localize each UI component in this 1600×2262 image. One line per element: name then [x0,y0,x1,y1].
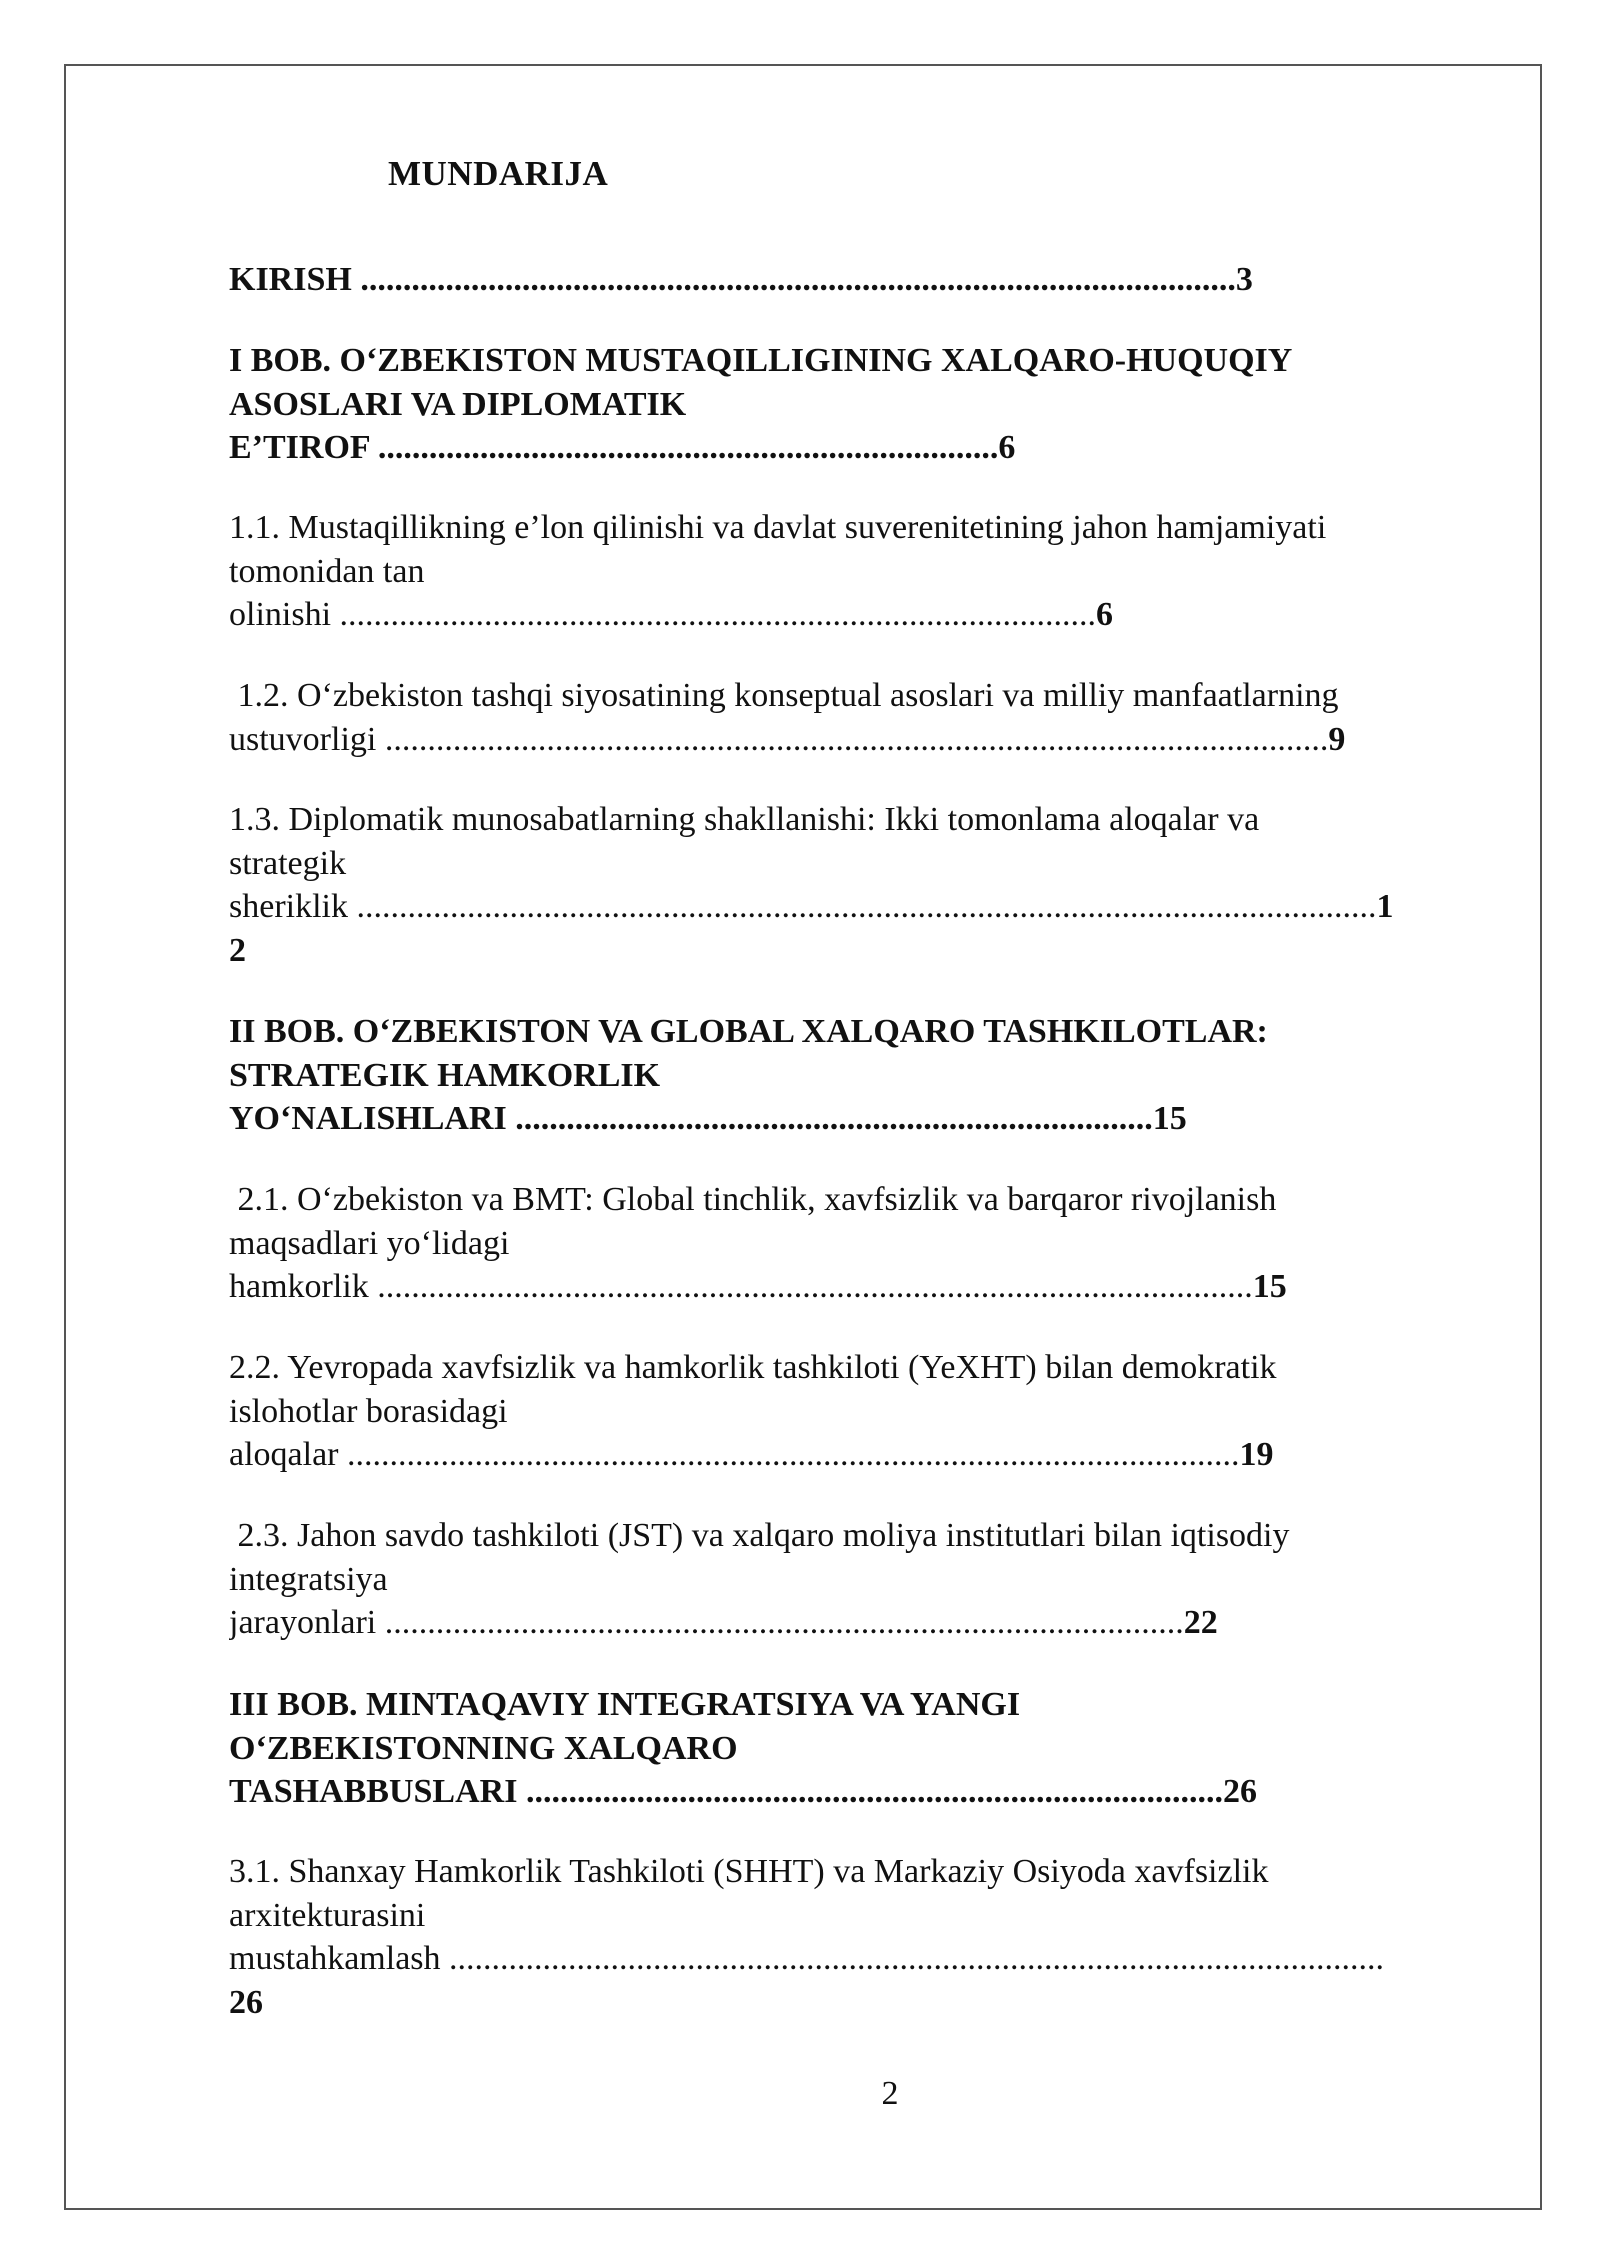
toc-entry-text: hamkorlik [229,1268,369,1305]
toc-entry-text: maqsadlari yo‘lidagi [229,1224,510,1262]
toc-entry-kirish[interactable] [229,258,1494,302]
toc-entry-text: ustuvorligi [229,720,377,758]
toc-page-number: 26 [1222,1773,1257,1810]
toc-page-number: 19 [1239,1436,1274,1473]
toc-leader-dots: ....................................................................................................... [368,1268,1253,1305]
toc-page-number: 1 [1376,888,1394,925]
toc-entry-section-1-2[interactable] [229,674,1494,761]
toc-leader-dots: ............................................................................................................... [376,720,1329,758]
toc-leader-dots: ........................................................................................................................ [347,888,1377,925]
toc-entry-text: olinishi [229,596,332,633]
toc-leader-dots: ....................................................................................................... [351,261,1236,298]
toc-entry-section-1-1[interactable] [229,506,1494,637]
toc-entry-text: jarayonlari [229,1604,377,1641]
toc-leader-dots: ........................................................................... [506,1100,1153,1137]
page-number: 2 [881,2075,899,2112]
toc-page-number: 15 [1252,1268,1287,1305]
toc-entry-chapter-3[interactable] [229,1683,1494,1814]
toc-entry-text: II BOB. O‘ZBEKISTON VA GLOBAL XALQARO TASHKILOTLAR: [229,1013,1268,1050]
toc-page-number-continued: 2 [229,931,246,969]
toc-leader-dots: .............................................................................................. [376,1604,1184,1641]
toc-entry-text: 3.1. Shanxay Hamkorlik Tashkiloti (SHHT) va Markaziy Osiyoda xavfsizlik [229,1853,1269,1890]
toc-entry-text: E’TIROF [229,429,370,466]
page-title: MUNDARIJA [388,154,609,193]
toc-entry-chapter-1[interactable] [229,339,1494,470]
toc-entry-section-3-1[interactable] [229,1850,1494,2024]
toc-entry-text: 2.1. O‘zbekiston va BMT: Global tinchlik, xavfsizlik va barqaror rivojlanish [229,1181,1277,1218]
toc-entry-text: sheriklik [229,888,348,925]
toc-entry-text: tomonidan tan [229,552,425,590]
toc-entry-text: 1.2. O‘zbekiston tashqi siyosatining konseptual asoslari va milliy manfaatlarning [229,677,1339,714]
toc-entry-text: 1.1. Mustaqillikning e’lon qilinishi va davlat suverenitetining jahon hamjamiyati [229,509,1327,546]
toc-entry-text: 2.3. Jahon savdo tashkiloti (JST) va xalqaro moliya institutlari bilan iqtisodiy [229,1517,1290,1554]
toc-entry-text: I BOB. O‘ZBEKISTON MUSTAQILLIGINING XALQARO-HUQUQIY [229,342,1293,379]
toc-entry-text: islohotlar borasidagi [229,1392,508,1430]
toc-entry-section-1-3[interactable] [229,798,1494,972]
toc-entry-chapter-2[interactable] [229,1010,1494,1141]
toc-entry-text: ASOSLARI VA DIPLOMATIK [229,385,687,423]
toc-page-number: 6 [998,429,1016,466]
toc-entry-section-2-3[interactable] [229,1514,1494,1645]
toc-leader-dots: ......................................................................... [369,429,999,466]
toc-entry-text: aloqalar [229,1436,339,1473]
toc-entry-text: III BOB. MINTAQAVIY INTEGRATSIYA VA YANGI [229,1686,1021,1723]
toc-page-number: 15 [1152,1100,1187,1137]
toc-page-number-continued: 26 [229,1983,263,2021]
toc-page-number: 3 [1235,261,1253,298]
toc-entry-text: strategik [229,844,347,882]
toc-entry-text: mustahkamlash [229,1940,441,1977]
toc-entry-section-2-2[interactable] [229,1346,1494,1477]
toc-leader-dots: .................................................................................. [517,1773,1223,1810]
toc-entry-text: arxitekturasini [229,1896,426,1934]
toc-entry-text: KIRISH [229,261,352,298]
toc-page-number: 22 [1183,1604,1218,1641]
toc-entry-text: O‘ZBEKISTONNING XALQARO [229,1729,738,1767]
toc-leader-dots: ......................................................................................................... [338,1436,1240,1473]
toc-entry-section-2-1[interactable] [229,1178,1494,1309]
toc-leader-dots: .............................................................................................................. [440,1940,1385,1977]
toc-entry-text: integratsiya [229,1560,388,1598]
toc-page-number: 9 [1328,720,1346,758]
toc-entry-text: 1.3. Diplomatik munosabatlarning shakllanishi: Ikki tomonlama aloqalar va [229,801,1260,838]
toc-entry-text: 2.2. Yevropada xavfsizlik va hamkorlik tashkiloti (YeXHT) bilan demokratik [229,1349,1277,1386]
toc-page-number: 6 [1096,596,1114,633]
toc-entry-text: TASHABBUSLARI [229,1773,518,1810]
toc-entry-text: YO‘NALISHLARI [229,1100,507,1137]
toc-entry-text: STRATEGIK HAMKORLIK [229,1056,661,1094]
toc-leader-dots: ......................................................................................... [331,596,1097,633]
